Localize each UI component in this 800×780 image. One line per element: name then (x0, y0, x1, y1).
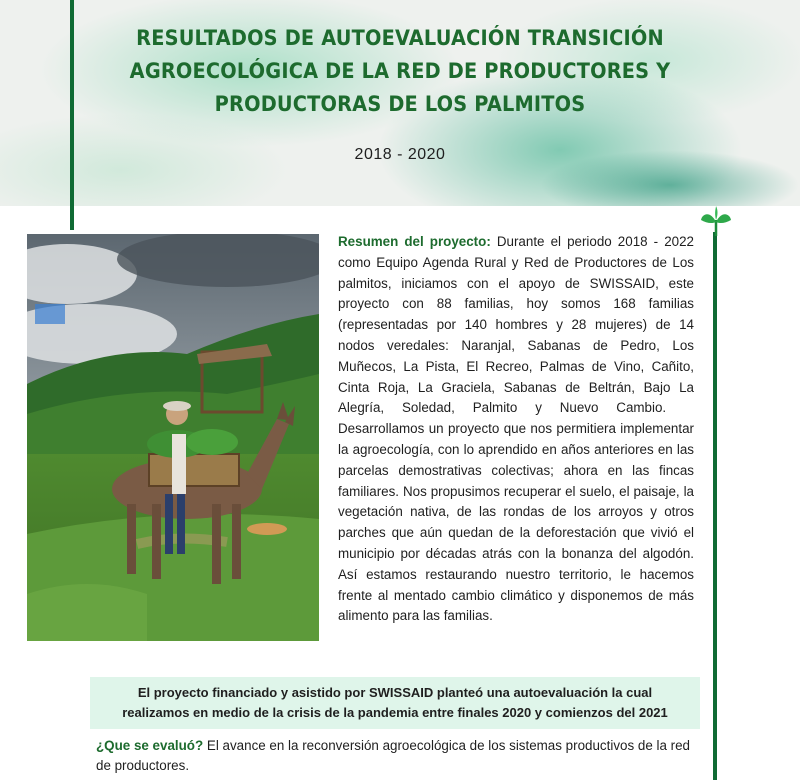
right-vertical-rule (713, 232, 717, 780)
question-answer: El avance en la reconversión agroecológica de los sistemas productivos de la red de productores. (96, 738, 690, 773)
evaluation-highlight-box (90, 677, 700, 729)
year-range: 2018 - 2020 (354, 146, 446, 163)
summary-paragraph-1: Durante el periodo 2018 - 2022 como Equipo Agenda Rural y Red de Productores de Los palmitos, iniciamos con el apoyo de SWISSAID, este proyecto con 88 familias, hoy somos 168 familias (representadas por 140 hombres y 28 mujeres) de 14 nodos veredales: Naranjal, Sabanas de Pedro, Los Muñecos, La Pista, El Recreo, Palmas de Vino, Cañito, Cinta Roja, La Graciela, Sabanas de Beltrán, Bajo La Alegría, Soledad, Palmito y Nuevo Cambio. (338, 234, 694, 416)
title-line-1: RESULTADOS DE AUTOEVALUACIÓN TRANSICIÓN (136, 26, 664, 50)
farmer-donkey-photo (27, 234, 319, 641)
question-label: ¿Que se evaluó? (96, 738, 204, 753)
page-title (115, 22, 685, 121)
highlight-line-2: realizamos en medio de la crisis de la pandemia entre finales 2020 y comienzos del 2021 (122, 705, 668, 720)
title-line-3: PRODUCTORAS DE LOS PALMITOS (214, 92, 586, 116)
sprout-icon (700, 206, 732, 236)
project-summary (338, 232, 694, 627)
summary-paragraph-2: Desarrollamos un proyecto que nos permitiera implementar la agroecología, con lo aprendido en años anteriores en las parcelas demostrativas colectivas; ahora en las fincas familiares. Nos propusimos recuperar el suelo, el paisaje, la vegetación nativa, de las rondas de los arroyos y otros parches que aún quedan de la deforestación que vivió el municipio por décadas atrás con la bonanza del algodón. Así estamos restaurando nuestro territorio, le hacemos frente al mentado cambio climático y disponemos de más alimento para las familias. (338, 421, 694, 624)
left-vertical-rule (70, 0, 74, 230)
title-line-2: AGROECOLÓGICA DE LA RED DE PRODUCTORES Y (129, 59, 671, 83)
summary-lead: Resumen del proyecto: (338, 234, 491, 249)
highlight-line-1: El proyecto financiado y asistido por SWISSAID planteó una autoevaluación la cual (137, 685, 653, 700)
evaluation-question (96, 736, 696, 776)
